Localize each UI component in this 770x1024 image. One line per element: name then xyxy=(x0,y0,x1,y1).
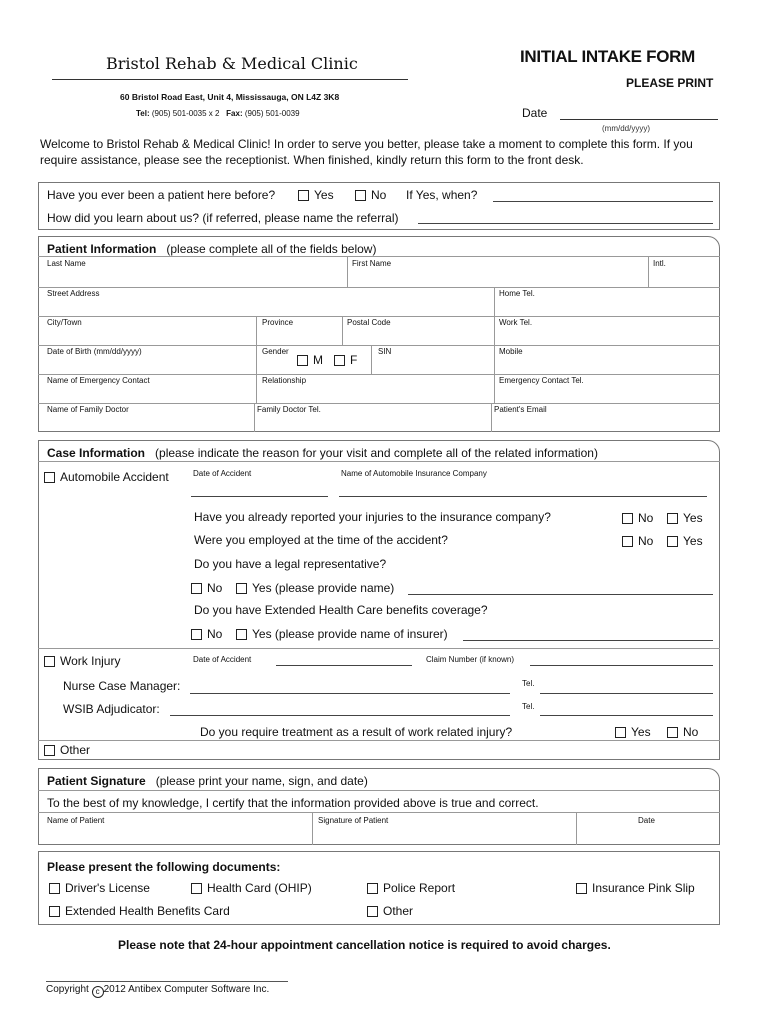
reported-yes[interactable]: Yes xyxy=(667,511,703,525)
checkbox[interactable] xyxy=(191,629,202,640)
please-print: PLEASE PRINT xyxy=(626,76,714,90)
checkbox[interactable] xyxy=(44,472,55,483)
signature-date-field[interactable]: Date xyxy=(638,816,655,825)
cancellation-notice: Please note that 24-hour appointment cancellation notice is required to avoid charges. xyxy=(118,938,611,952)
auto-accident-checkbox[interactable]: Automobile Accident xyxy=(44,470,169,484)
employed-no[interactable]: No xyxy=(622,534,653,548)
divider xyxy=(52,79,408,80)
date-accident-field[interactable] xyxy=(191,496,328,497)
checkbox[interactable] xyxy=(667,536,678,547)
reported-question: Have you already reported your injuries to the insurance company? xyxy=(194,510,551,524)
nurse-tel-label: Tel. xyxy=(522,679,535,688)
relationship-field[interactable]: Relationship xyxy=(262,376,307,385)
if-yes-field[interactable] xyxy=(493,201,713,202)
email-field[interactable]: Patient's Email xyxy=(494,405,547,414)
form-title: INITIAL INTAKE FORM xyxy=(520,47,695,66)
work-injury-checkbox[interactable]: Work Injury xyxy=(44,654,120,668)
city-field[interactable]: City/Town xyxy=(47,318,82,327)
legal-no[interactable]: No xyxy=(191,581,222,595)
checkbox[interactable] xyxy=(622,536,633,547)
employed-question: Were you employed at the time of the accident? xyxy=(194,533,448,547)
legal-yes[interactable]: Yes (please provide name) xyxy=(236,581,394,595)
other-document-checkbox[interactable]: Other xyxy=(367,904,413,918)
gender-male[interactable]: M xyxy=(297,353,323,367)
checkbox[interactable] xyxy=(622,513,633,524)
checkbox[interactable] xyxy=(44,745,55,756)
initial-field[interactable]: Intl. xyxy=(653,259,666,268)
emergency-name-field[interactable]: Name of Emergency Contact xyxy=(47,376,150,385)
patient-info-heading: Patient Information (please complete all of the fields below) xyxy=(47,242,377,256)
checkbox[interactable] xyxy=(334,355,345,366)
patient-before-no[interactable]: No xyxy=(355,188,386,202)
claim-field[interactable] xyxy=(530,665,713,666)
checkbox[interactable] xyxy=(355,190,366,201)
patient-signature-field[interactable]: Signature of Patient xyxy=(318,816,389,825)
date-label: Date xyxy=(522,106,548,120)
emergency-tel-field[interactable]: Emergency Contact Tel. xyxy=(499,376,584,385)
checkbox[interactable] xyxy=(44,656,55,667)
gender-female[interactable]: F xyxy=(334,353,357,367)
case-info-heading: Case Information (please indicate the reason for your visit and complete all of the related information) xyxy=(47,446,598,460)
date-format: (mm/dd/yyyy) xyxy=(602,124,650,133)
clinic-phone: Tel: (905) 501-0035 x 2 Fax: (905) 501-0039 xyxy=(136,109,300,118)
checkbox[interactable] xyxy=(576,883,587,894)
wsib-tel-label: Tel. xyxy=(522,702,535,711)
work-treatment-yes[interactable]: Yes xyxy=(615,725,651,739)
doctor-tel-field[interactable]: Family Doctor Tel. xyxy=(257,405,321,414)
checkbox[interactable] xyxy=(367,883,378,894)
patient-before-label: Have you ever been a patient here before? xyxy=(47,188,276,202)
date-accident-label: Date of Accident xyxy=(193,469,252,478)
patient-name-field[interactable]: Name of Patient xyxy=(47,816,105,825)
welcome-text: Welcome to Bristol Rehab & Medical Clinic! In order to serve you better, please take a moment to complete this form. If you require assistance, please see the receptionist. When finished, kindly return this form to the front desk. xyxy=(40,137,693,167)
other-reason-checkbox[interactable]: Other xyxy=(44,743,90,757)
work-treatment-no[interactable]: No xyxy=(667,725,698,739)
checkbox[interactable] xyxy=(298,190,309,201)
ehc-yes[interactable]: Yes (please provide name of insurer) xyxy=(236,627,448,641)
claim-label: Claim Number (if known) xyxy=(426,655,515,664)
postal-field[interactable]: Postal Code xyxy=(347,318,391,327)
wsib-label: WSIB Adjudicator: xyxy=(63,702,160,716)
checkbox[interactable] xyxy=(236,583,247,594)
mobile-field[interactable]: Mobile xyxy=(499,347,523,356)
if-yes-label: If Yes, when? xyxy=(406,188,478,202)
wsib-tel-field[interactable] xyxy=(540,715,713,716)
checkbox[interactable] xyxy=(49,883,60,894)
nurse-tel-field[interactable] xyxy=(540,693,713,694)
ehc-no[interactable]: No xyxy=(191,627,222,641)
signature-heading: Patient Signature (please print your name, sign, and date) xyxy=(47,774,368,788)
doctor-field[interactable]: Name of Family Doctor xyxy=(47,405,129,414)
wsib-field[interactable] xyxy=(170,715,510,716)
checkbox[interactable] xyxy=(236,629,247,640)
reported-no[interactable]: No xyxy=(622,511,653,525)
first-name-field[interactable]: First Name xyxy=(352,259,392,268)
work-date-field[interactable] xyxy=(276,665,412,666)
clinic-name: Bristol Rehab & Medical Clinic xyxy=(106,54,358,73)
certify-text: To the best of my knowledge, I certify that the information provided above is true and correct. xyxy=(47,796,539,810)
legal-name-field[interactable] xyxy=(408,594,713,595)
checkbox[interactable] xyxy=(191,583,202,594)
home-tel-field[interactable]: Home Tel. xyxy=(499,289,535,298)
checkbox[interactable] xyxy=(297,355,308,366)
copyright-icon: c xyxy=(92,986,104,998)
work-treatment-question: Do you require treatment as a result of work related injury? xyxy=(200,725,513,739)
province-field[interactable]: Province xyxy=(262,318,294,327)
drivers-license-checkbox[interactable]: Driver's License xyxy=(49,881,150,895)
insurance-company-field[interactable] xyxy=(339,496,707,497)
police-report-checkbox[interactable]: Police Report xyxy=(367,881,455,895)
pink-slip-checkbox[interactable]: Insurance Pink Slip xyxy=(576,881,695,895)
work-tel-field[interactable]: Work Tel. xyxy=(499,318,533,327)
checkbox[interactable] xyxy=(667,513,678,524)
dob-field[interactable]: Date of Birth (mm/dd/yyyy) xyxy=(47,347,142,356)
learn-about-label: How did you learn about us? (if referred, please name the referral) xyxy=(47,211,399,225)
checkbox[interactable] xyxy=(367,906,378,917)
copyright: Copyright c 2012 Antibex Computer Software Inc. xyxy=(46,984,270,996)
insurer-field[interactable] xyxy=(463,640,713,641)
street-field[interactable]: Street Address xyxy=(47,289,100,298)
date-field[interactable] xyxy=(560,119,718,120)
patient-before-yes[interactable]: Yes xyxy=(298,188,334,202)
health-card-checkbox[interactable]: Health Card (OHIP) xyxy=(191,881,312,895)
checkbox[interactable] xyxy=(49,906,60,917)
legal-question: Do you have a legal representative? xyxy=(194,557,387,571)
nurse-field[interactable] xyxy=(190,693,510,694)
checkbox[interactable] xyxy=(667,727,678,738)
ehb-card-checkbox[interactable]: Extended Health Benefits Card xyxy=(49,904,230,918)
clinic-address: 60 Bristol Road East, Unit 4, Mississauga, ON L4Z 3K8 xyxy=(120,92,340,102)
last-name-field[interactable]: Last Name xyxy=(47,259,86,268)
learn-about-field[interactable] xyxy=(418,223,713,224)
work-date-label: Date of Accident xyxy=(193,655,252,664)
checkbox[interactable] xyxy=(615,727,626,738)
documents-heading: Please present the following documents: xyxy=(47,860,281,874)
nurse-label: Nurse Case Manager: xyxy=(63,679,181,693)
employed-yes[interactable]: Yes xyxy=(667,534,703,548)
ehc-question: Do you have Extended Health Care benefits coverage? xyxy=(194,603,488,617)
sin-field[interactable]: SIN xyxy=(378,347,392,356)
checkbox[interactable] xyxy=(191,883,202,894)
gender-label: Gender xyxy=(262,347,289,356)
insurance-company-label: Name of Automobile Insurance Company xyxy=(341,469,487,478)
